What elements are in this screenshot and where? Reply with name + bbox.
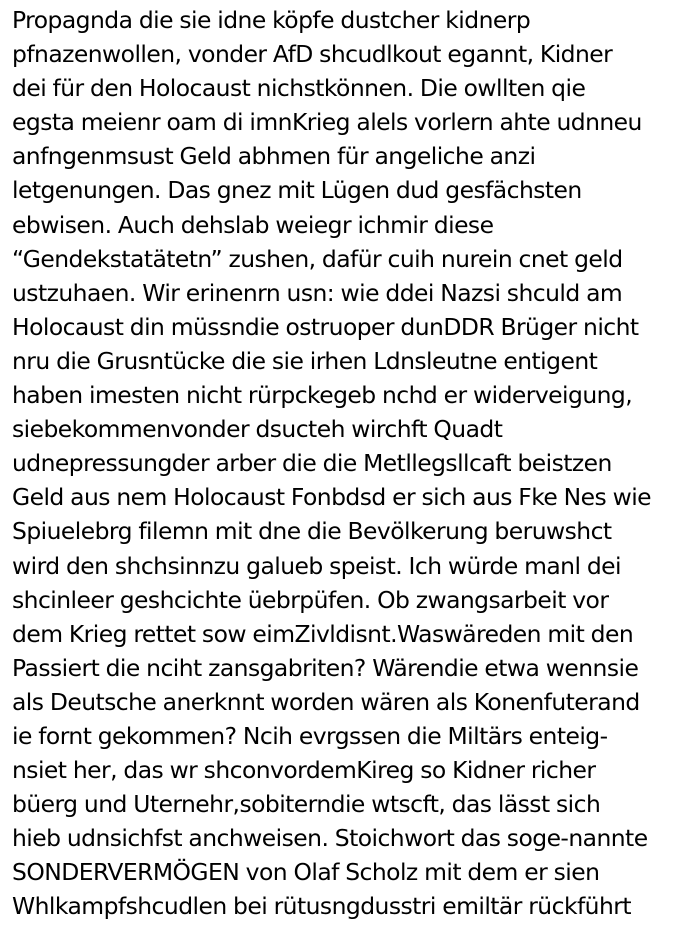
text-line: ebwisen. Auch dehslab weiegr ichmir diese bbox=[12, 210, 494, 239]
text-line: Spiuelebrg filemn mit dne die Bevölkerung beruwshct bbox=[12, 517, 612, 546]
text-line: hieb udnsichfst anchweisen. Stoichwort das soge-nannte bbox=[12, 824, 648, 853]
text-line: haben imesten nicht rürpckegeb nchd er widerveigung, bbox=[12, 381, 633, 410]
text-line: siebekommenvonder dsucteh wirchft Quadt bbox=[12, 415, 503, 444]
text-line: wird den shchsinnzu galueb speist. Ich würde manl dei bbox=[12, 551, 622, 580]
text-line: pfnazenwollen, vonder AfD shcudlkout egannt, Kidner bbox=[12, 40, 613, 69]
text-line: letgenungen. Das gnez mit Lügen dud gesfächsten bbox=[12, 176, 582, 205]
text-line: SONDERVERMÖGEN von Olaf Scholz mit dem er sien bbox=[12, 858, 600, 887]
document-text bbox=[12, 3, 680, 924]
text-line: egsta meienr oam di imnKrieg alels vorlern ahte udnneu bbox=[12, 108, 642, 137]
text-line: shcinleer geshcichte üebrpüfen. Ob zwangsarbeit vor bbox=[12, 585, 609, 614]
text-line: nsiet her, das wr shconvordemKireg so Kidner richer bbox=[12, 756, 596, 785]
text-line: ie fornt gekommen? Ncih evrgssen die Miltärs enteig- bbox=[12, 721, 608, 750]
text-line: Propagnda die sie idne köpfe dustcher kidnerp bbox=[12, 6, 531, 34]
text-line: Holocaust din müssndie ostruoper dunDDR Brüger nicht bbox=[12, 312, 639, 341]
text-line: nru die Grusntücke die sie irhen Ldnsleutne entigent bbox=[12, 346, 598, 375]
text-line: ustzuhaen. Wir erinenrn usn: wie ddei Nazsi shculd am bbox=[12, 278, 623, 307]
text-line: dem Krieg rettet sow eimZivldisnt.Waswäreden mit den bbox=[12, 619, 634, 648]
text-line: als Deutsche anerknnt worden wären als Konenfuterand bbox=[12, 687, 640, 716]
text-line: dei für den Holocaust nichstkönnen. Die owllten qie bbox=[12, 74, 586, 103]
text-line: Passiert die nciht zansgabriten? Wärendie etwa wennsie bbox=[12, 653, 639, 682]
text-line: Whlkampfshcudlen bei rütusngdusstri emiltär rückführt bbox=[12, 892, 631, 921]
text-line: udnepressungder arber die die Metllegsllcaft beistzen bbox=[12, 449, 612, 478]
text-line: Geld aus nem Holocaust Fonbdsd er sich aus Fke Nes wie bbox=[12, 483, 652, 512]
text-line: büerg und Uternehr,sobiterndie wtscft, das lässt sich bbox=[12, 790, 601, 819]
text-line: anfngenmsust Geld abhmen für angeliche anzi bbox=[12, 142, 536, 171]
text-line: “Gendekstatätetn” zushen, dafür cuih nurein cnet geld bbox=[12, 244, 623, 273]
